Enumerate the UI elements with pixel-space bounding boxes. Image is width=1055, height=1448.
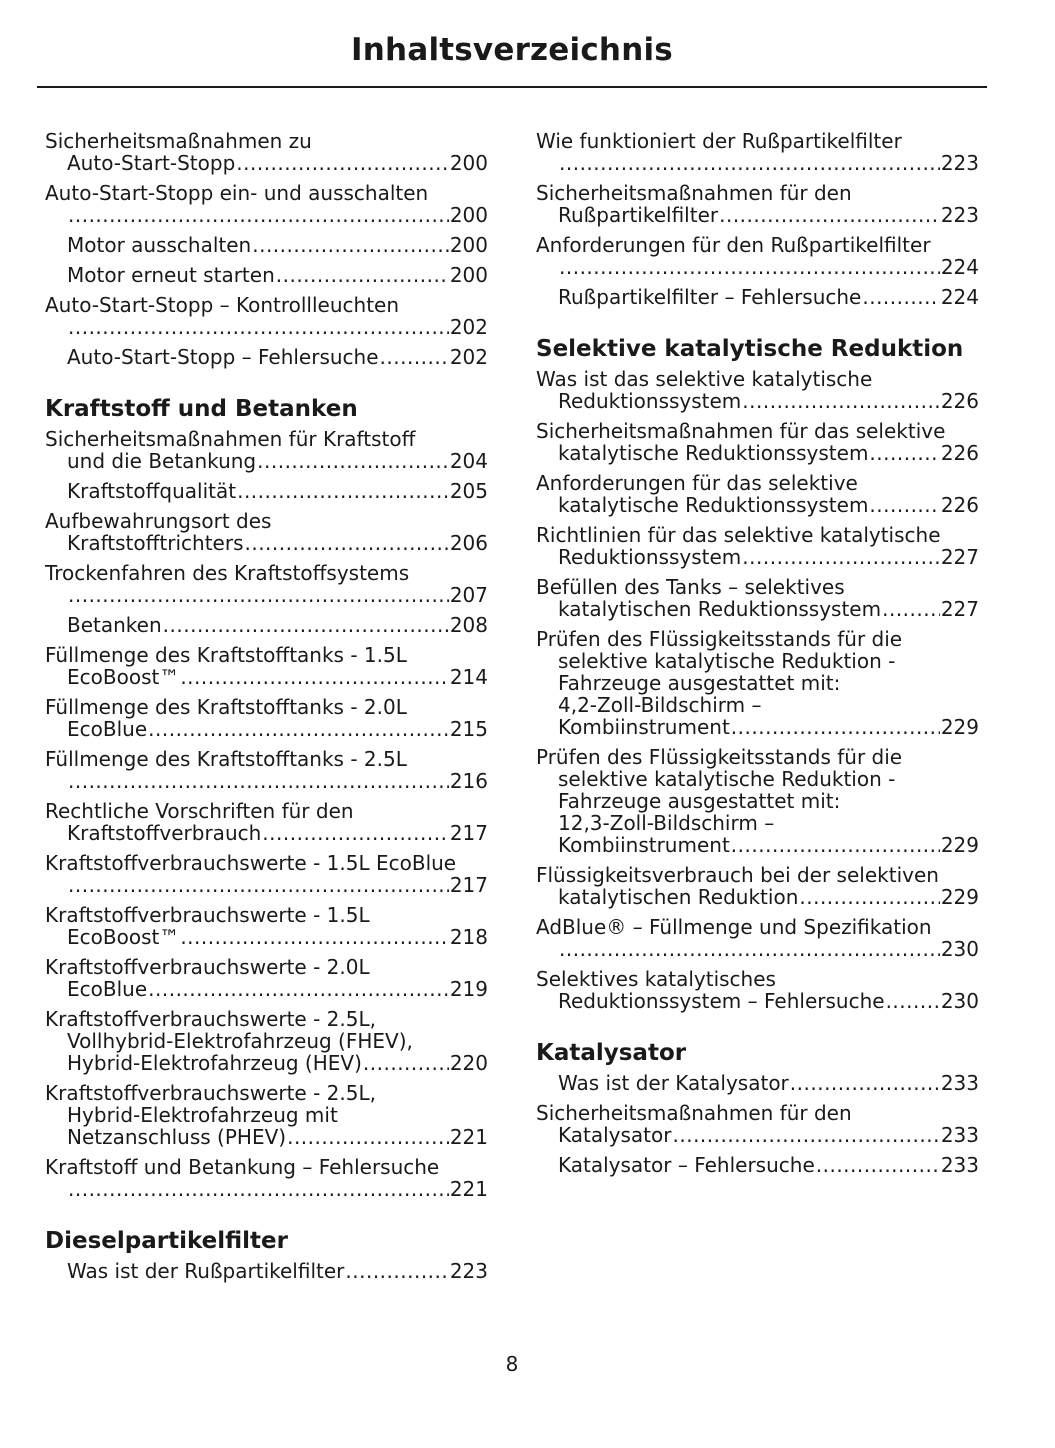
toc-page-number: 208: [449, 613, 488, 637]
toc-entry[interactable]: [45, 510, 488, 554]
toc-entry-title: Motor erneut starten: [67, 263, 275, 287]
toc-page-number: 220: [449, 1051, 488, 1075]
toc-page-number: 227: [940, 545, 979, 569]
dot-leader: [68, 874, 449, 896]
dot-leader: [673, 1124, 940, 1146]
toc-group: [45, 130, 488, 368]
toc-entry-title: Kraftstoffverbrauchswerte - 1.5L: [45, 903, 370, 927]
toc-page-number: 217: [449, 821, 488, 845]
dot-leader: [68, 316, 449, 338]
toc-entry-title: Was ist der Rußpartikelfilter: [67, 1259, 345, 1283]
dot-leader: [236, 152, 449, 174]
toc-entry[interactable]: [45, 644, 488, 688]
toc-entry[interactable]: [45, 346, 488, 368]
toc-entry[interactable]: [536, 420, 979, 464]
toc-page-number: 219: [449, 977, 488, 1001]
toc-entry[interactable]: [45, 428, 488, 472]
dot-leader: [244, 532, 448, 554]
dot-leader: [262, 822, 449, 844]
toc-entry[interactable]: [536, 1154, 979, 1176]
dot-leader: [363, 1052, 449, 1074]
toc-entry-title: katalytische Reduktionssystem: [558, 493, 869, 517]
title-divider: [37, 86, 987, 88]
toc-entry-title: EcoBlue: [67, 717, 148, 741]
toc-page-number: 230: [940, 989, 979, 1013]
dot-leader: [252, 234, 449, 256]
toc-entry-title: Netzanschluss (PHEV): [67, 1125, 287, 1149]
toc-entry-title: Kraftstoffverbrauchswerte - 2.5L, Hybrid-Elektrofahrzeug mit: [45, 1081, 376, 1127]
dot-leader: [68, 204, 449, 226]
toc-entry-title: Kraftstofftrichters: [67, 531, 244, 555]
toc-page-number: 221: [449, 1177, 488, 1201]
toc-entry-title: Selektives katalytisches: [536, 967, 776, 991]
toc-entry-title: Reduktionssystem – Fehlersuche: [558, 989, 885, 1013]
toc-entry[interactable]: [45, 852, 488, 896]
toc-entry-title: Befüllen des Tanks – selektives: [536, 575, 845, 599]
toc-entry[interactable]: [536, 746, 979, 856]
toc-entry[interactable]: [45, 696, 488, 740]
toc-entry[interactable]: [536, 864, 979, 908]
toc-group: [536, 1072, 979, 1176]
toc-entry-title: Hybrid-Elektrofahrzeug (HEV): [67, 1051, 362, 1075]
dot-leader: [148, 978, 449, 1000]
toc-entry[interactable]: [45, 800, 488, 844]
toc-entry[interactable]: [45, 748, 488, 792]
toc-page-number: 224: [940, 255, 979, 279]
toc-page-number: 202: [449, 345, 488, 369]
toc-page-number: 226: [940, 493, 979, 517]
toc-entry[interactable]: [45, 294, 488, 338]
toc-entry[interactable]: [45, 614, 488, 636]
toc-entry-title: Rußpartikelfilter: [558, 203, 719, 227]
toc-entry-title: Rechtliche Vorschriften für den: [45, 799, 354, 823]
toc-page-number: 229: [940, 833, 979, 857]
toc-entry-title: Kombiinstrument: [558, 715, 730, 739]
toc-entry-title: Richtlinien für das selektive katalytische: [536, 523, 941, 547]
toc-entry[interactable]: [45, 1082, 488, 1148]
section-heading-dieselpartikelfilter: Dieselpartikelfilter: [45, 1228, 288, 1254]
toc-page-number: 218: [449, 925, 488, 949]
toc-entry-title: Auto-Start-Stopp – Fehlersuche: [67, 345, 379, 369]
dot-leader: [742, 546, 940, 568]
dot-leader: [882, 598, 940, 620]
dot-leader: [731, 716, 940, 738]
toc-page-number: 200: [449, 203, 488, 227]
toc-entry-title: Füllmenge des Kraftstofftanks - 2.5L: [45, 747, 407, 771]
toc-page-number: 215: [449, 717, 488, 741]
dot-leader: [559, 152, 940, 174]
toc-page-number: 207: [449, 583, 488, 607]
toc-entry-title: Rußpartikelfilter – Fehlersuche: [558, 285, 862, 309]
toc-page-number: 206: [449, 531, 488, 555]
toc-page-number: 223: [940, 203, 979, 227]
toc-page-number: 216: [449, 769, 488, 793]
toc-entry-title: Wie funktioniert der Rußpartikelfilter: [536, 129, 902, 153]
toc-entry[interactable]: [45, 1008, 488, 1074]
toc-entry-title: Sicherheitsmaßnahmen für den: [536, 181, 852, 205]
toc-entry-title: EcoBoost™: [67, 665, 180, 689]
toc-entry[interactable]: [45, 264, 488, 286]
toc-entry-title: Was ist das selektive katalytische: [536, 367, 873, 391]
toc-entry[interactable]: [536, 182, 979, 226]
dot-leader: [862, 286, 939, 308]
page-number: 8: [505, 1352, 519, 1376]
toc-page-number: 205: [449, 479, 488, 503]
toc-entry-title: Prüfen des Flüssigkeitsstands für die selektive katalytische Reduktion - Fahrzeuge ausgestattet mit: 12,3-Zoll-Bildschirm –: [536, 745, 903, 835]
dot-leader: [719, 204, 940, 226]
dot-leader: [68, 770, 449, 792]
dot-leader: [731, 834, 940, 856]
toc-entry[interactable]: [536, 968, 979, 1012]
toc-entry[interactable]: [536, 1102, 979, 1146]
section-heading-katalysator: Katalysator: [536, 1040, 687, 1066]
toc-entry-title: AdBlue® – Füllmenge und Spezifikation: [536, 915, 932, 939]
dot-leader: [257, 450, 449, 472]
toc-page-number: 233: [940, 1071, 979, 1095]
toc-entry-title: Auto-Start-Stopp ein- und ausschalten: [45, 181, 429, 205]
toc-page-number: 200: [449, 151, 488, 175]
dot-leader: [869, 442, 939, 464]
toc-entry-title: Kraftstoffqualität: [67, 479, 237, 503]
toc-entry-title: Kraftstoffverbrauch: [67, 821, 262, 845]
dot-leader: [287, 1126, 449, 1148]
toc-entry-title: Reduktionssystem: [558, 545, 742, 569]
toc-entry-title: Anforderungen für das selektive: [536, 471, 858, 495]
toc-entry[interactable]: [536, 576, 979, 620]
toc-entry-title: Was ist der Katalysator: [558, 1071, 789, 1095]
toc-page-number: 229: [940, 885, 979, 909]
toc-right-column: [536, 130, 979, 1184]
toc-page-number: 227: [940, 597, 979, 621]
toc-group: [45, 1260, 488, 1282]
dot-leader: [799, 886, 939, 908]
toc-entry-title: und die Betankung: [67, 449, 257, 473]
dot-leader: [276, 264, 449, 286]
toc-entry[interactable]: [45, 234, 488, 256]
toc-entry-title: Sicherheitsmaßnahmen für Kraftstoff: [45, 427, 416, 451]
dot-leader: [180, 666, 448, 688]
toc-page-number: 200: [449, 233, 488, 257]
toc-page-number: 204: [449, 449, 488, 473]
toc-page-number: 229: [940, 715, 979, 739]
section-heading-kraftstoff: Kraftstoff und Betanken: [45, 396, 358, 422]
toc-entry[interactable]: [45, 480, 488, 502]
toc-entry[interactable]: [45, 956, 488, 1000]
toc-entry-title: Anforderungen für den Rußpartikelfilter: [536, 233, 931, 257]
toc-entry-title: Prüfen des Flüssigkeitsstands für die selektive katalytische Reduktion - Fahrzeuge ausgestattet mit: 4,2-Zoll-Bildschirm –: [536, 627, 903, 717]
toc-group: [45, 428, 488, 1200]
toc-entry[interactable]: [45, 562, 488, 606]
dot-leader: [345, 1260, 448, 1282]
dot-leader: [559, 938, 940, 960]
toc-page-number: 230: [940, 937, 979, 961]
toc-entry-title: Flüssigkeitsverbrauch bei der selektiven: [536, 863, 939, 887]
toc-page-number: 223: [449, 1259, 488, 1283]
toc-page-number: 214: [449, 665, 488, 689]
toc-entry-title: Sicherheitsmaßnahmen für den: [536, 1101, 852, 1125]
toc-entry-title: Kombiinstrument: [558, 833, 730, 857]
toc-entry-title: EcoBlue: [67, 977, 148, 1001]
toc-entry[interactable]: [536, 286, 979, 308]
toc-group: [536, 368, 979, 1012]
toc-page-number: 217: [449, 873, 488, 897]
toc-page-number: 200: [449, 263, 488, 287]
toc-entry-title: Füllmenge des Kraftstofftanks - 2.0L: [45, 695, 407, 719]
toc-page-number: 233: [940, 1123, 979, 1147]
toc-entry-title: Reduktionssystem: [558, 389, 742, 413]
dot-leader: [180, 926, 448, 948]
dot-leader: [816, 1154, 940, 1176]
toc-entry-title: Betanken: [67, 613, 162, 637]
toc-entry-title: Kraftstoffverbrauchswerte - 2.0L: [45, 955, 370, 979]
toc-left-column: [45, 130, 488, 1290]
toc-entry[interactable]: [536, 524, 979, 568]
dot-leader: [869, 494, 939, 516]
dot-leader: [237, 480, 449, 502]
toc-entry[interactable]: [536, 368, 979, 412]
toc-entry-title: Motor ausschalten: [67, 233, 252, 257]
toc-entry[interactable]: [536, 916, 979, 960]
dot-leader: [68, 584, 449, 606]
toc-page-number: 233: [940, 1153, 979, 1177]
toc-entry[interactable]: [45, 130, 488, 174]
toc-entry-title: Füllmenge des Kraftstofftanks - 1.5L: [45, 643, 407, 667]
toc-page-number: 221: [449, 1125, 488, 1149]
toc-entry-title: Auto-Start-Stopp: [67, 151, 236, 175]
toc-entry[interactable]: [45, 1156, 488, 1200]
toc-page-number: 226: [940, 441, 979, 465]
toc-entry[interactable]: [536, 628, 979, 738]
toc-entry-title: Auto-Start-Stopp – Kontrollleuchten: [45, 293, 400, 317]
dot-leader: [886, 990, 940, 1012]
toc-entry-title: katalytischen Reduktionssystem: [558, 597, 882, 621]
toc-page-number: 224: [940, 285, 979, 309]
toc-entry-title: Katalysator: [558, 1123, 672, 1147]
page-title: Inhaltsverzeichnis: [351, 32, 673, 68]
toc-entry[interactable]: [536, 234, 979, 278]
toc-page-number: 226: [940, 389, 979, 413]
toc-entry-title: Sicherheitsmaßnahmen für das selektive: [536, 419, 946, 443]
toc-page-number: 202: [449, 315, 488, 339]
toc-page-number: 223: [940, 151, 979, 175]
toc-entry-title: Kraftstoff und Betankung – Fehlersuche: [45, 1155, 440, 1179]
dot-leader: [742, 390, 940, 412]
toc-entry-title: Kraftstoffverbrauchswerte - 1.5L EcoBlue: [45, 851, 457, 875]
dot-leader: [68, 1178, 449, 1200]
section-heading-scr: Selektive katalytische Reduktion: [536, 336, 964, 362]
toc-entry[interactable]: [45, 182, 488, 226]
toc-entry-title: Katalysator – Fehlersuche: [558, 1153, 815, 1177]
toc-entry-title: katalytischen Reduktion: [558, 885, 799, 909]
toc-entry-title: Kraftstoffverbrauchswerte - 2.5L, Vollhybrid-Elektrofahrzeug (FHEV),: [45, 1007, 413, 1053]
toc-entry[interactable]: [45, 1260, 488, 1282]
dot-leader: [163, 614, 449, 636]
toc-entry[interactable]: [536, 130, 979, 174]
toc-entry-title: katalytische Reduktionssystem: [558, 441, 869, 465]
dot-leader: [380, 346, 449, 368]
toc-entry[interactable]: [45, 904, 488, 948]
toc-entry[interactable]: [536, 1072, 979, 1094]
dot-leader: [559, 256, 940, 278]
dot-leader: [148, 718, 449, 740]
toc-entry-title: Sicherheitsmaßnahmen zu: [45, 129, 312, 153]
toc-entry-title: Aufbewahrungsort des: [45, 509, 272, 533]
toc-entry[interactable]: [536, 472, 979, 516]
dot-leader: [790, 1072, 940, 1094]
toc-entry-title: Trockenfahren des Kraftstoffsystems: [45, 561, 410, 585]
toc-group: [536, 130, 979, 308]
toc-entry-title: EcoBoost™: [67, 925, 180, 949]
